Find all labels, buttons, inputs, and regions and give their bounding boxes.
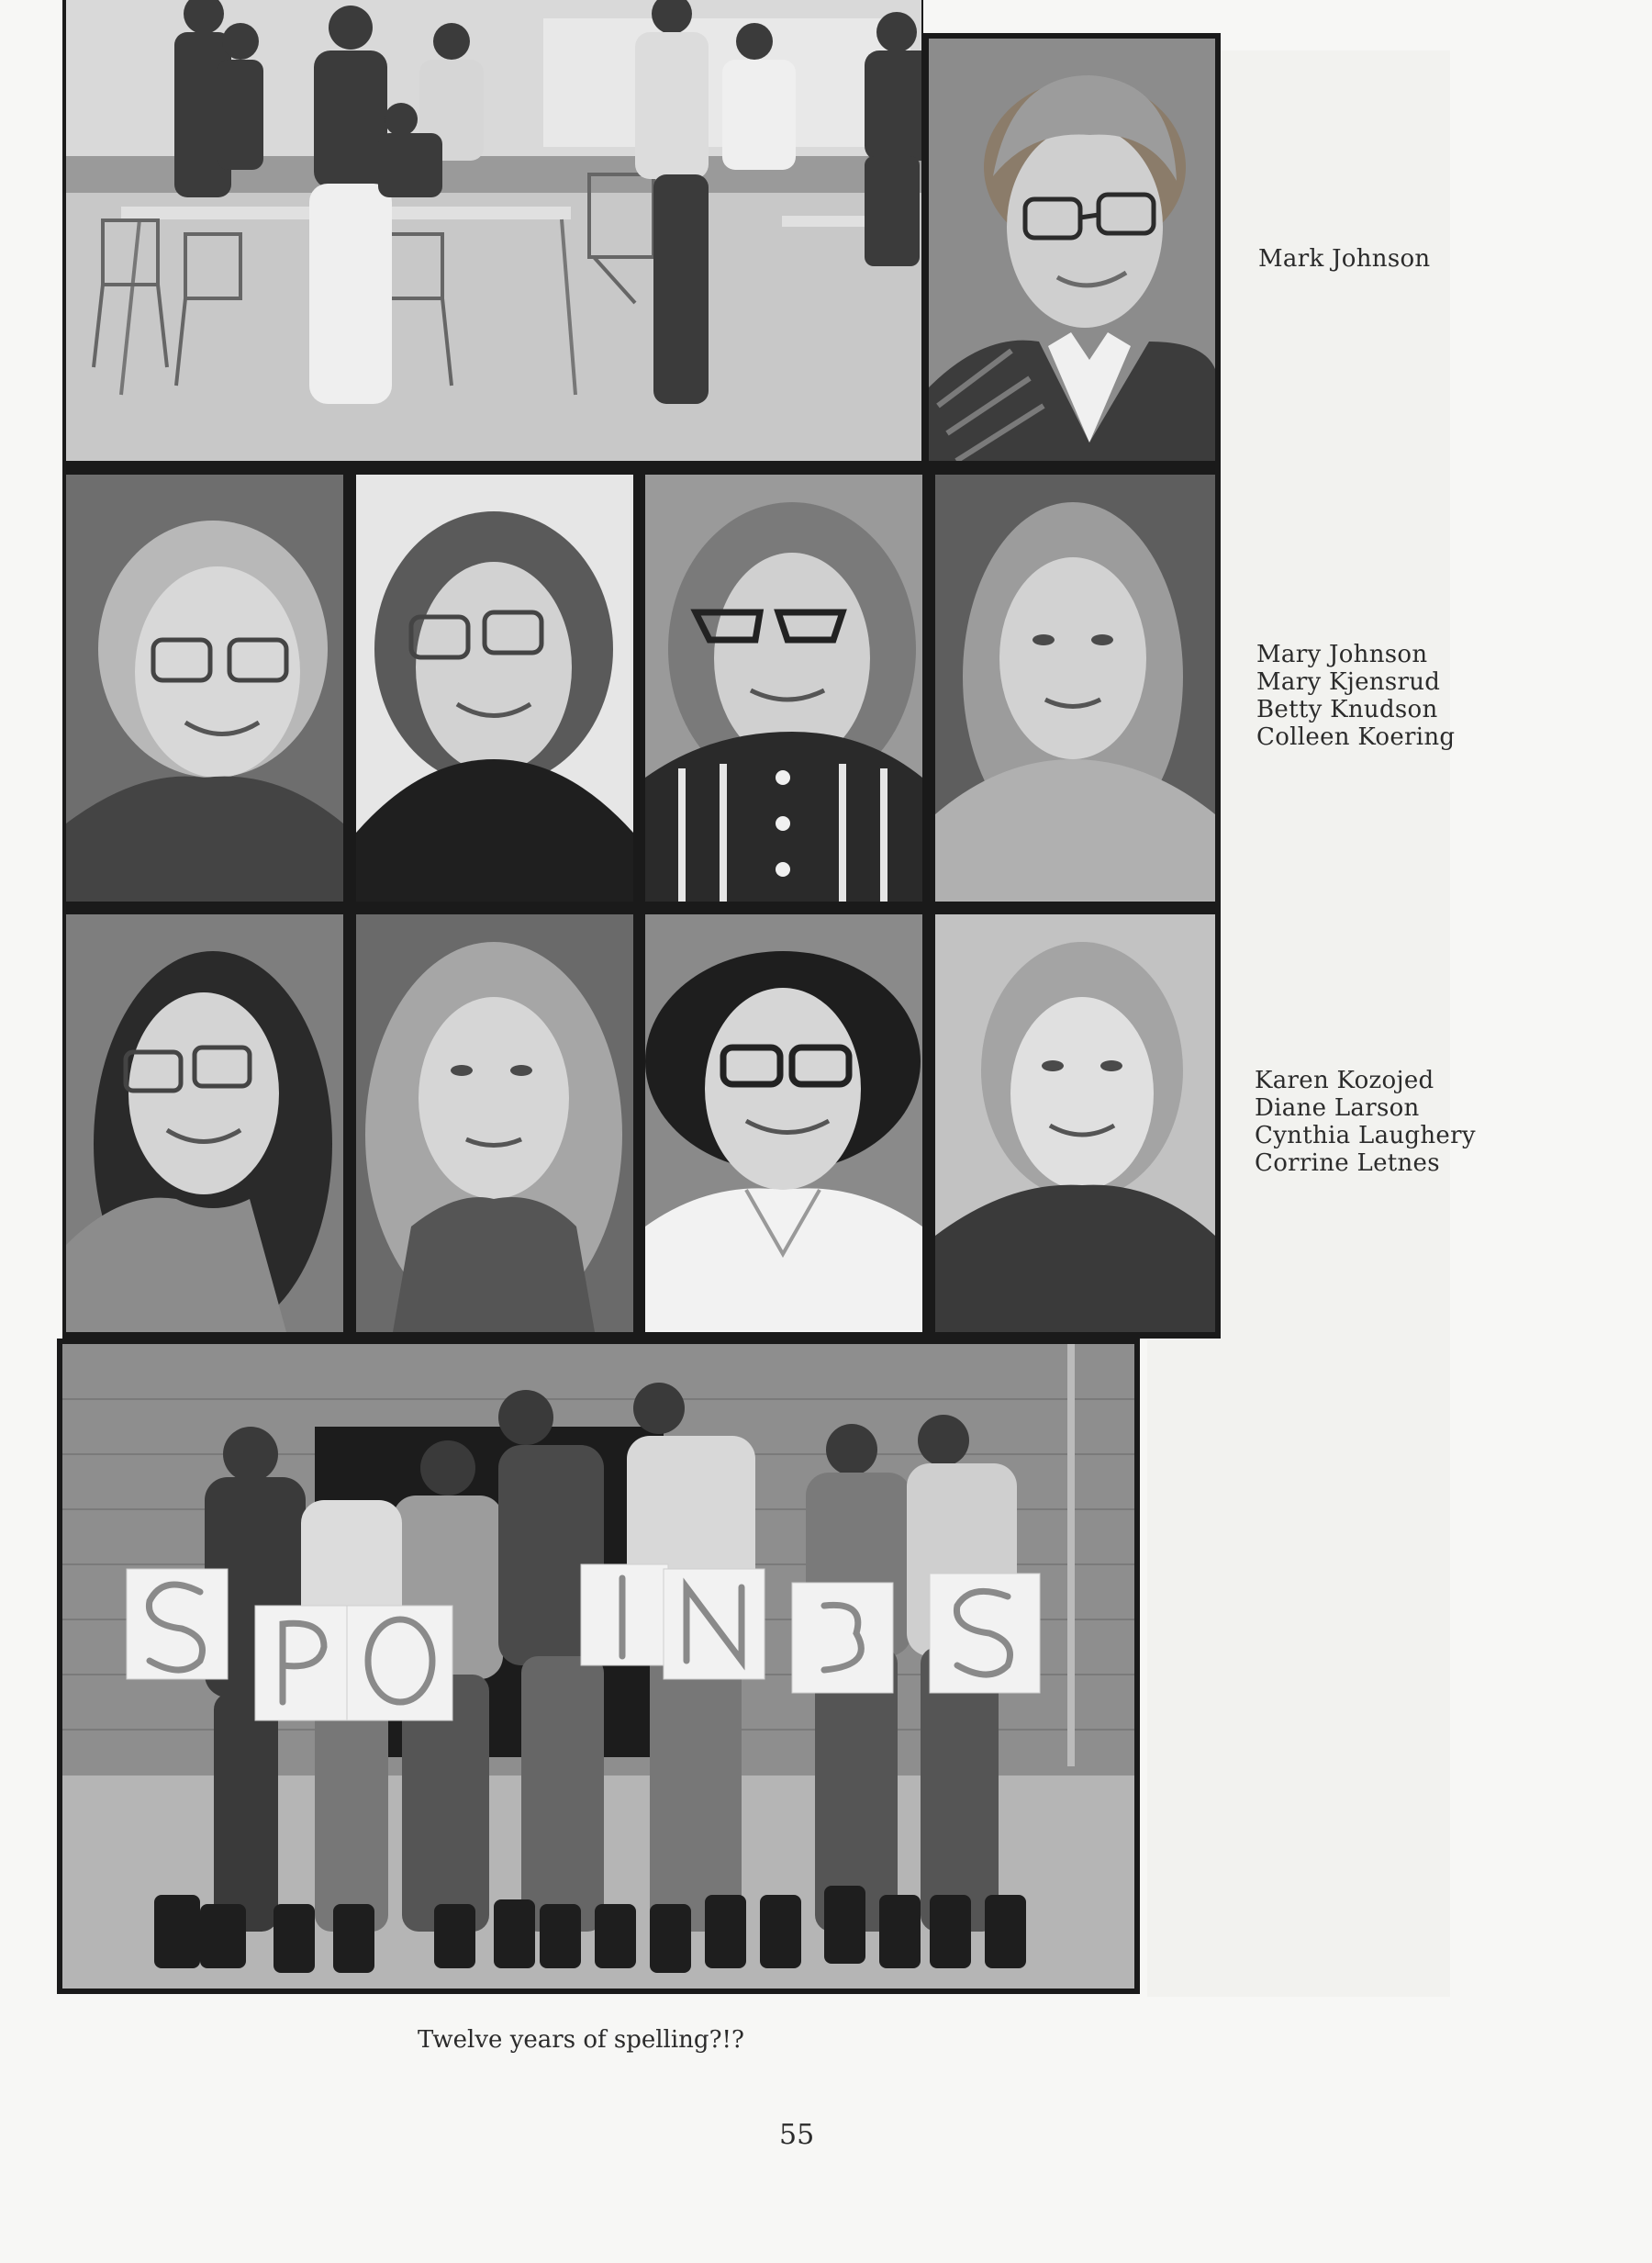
portrait-colleen-koering: [935, 475, 1215, 902]
page-number: 55: [779, 2119, 815, 2151]
caption-row-three: [1255, 1067, 1476, 1177]
caption-name: Betty Knudson: [1256, 696, 1438, 723]
caption-name: Diane Larson: [1255, 1094, 1420, 1122]
portrait-karen-kozojed: [66, 914, 343, 1332]
portrait-betty-knudson: [645, 475, 922, 902]
caption-name: Colleen Koering: [1256, 723, 1456, 751]
portrait-corrine-letnes: [935, 914, 1215, 1332]
classroom-photo: [66, 0, 921, 461]
caption-name: Corrine Letnes: [1255, 1149, 1440, 1177]
seniors-spelling-photo: [62, 1344, 1134, 1989]
caption-name: Karen Kozojed: [1255, 1067, 1434, 1094]
caption-name: Mary Kjensrud: [1256, 668, 1441, 696]
caption-name: Mary Johnson: [1256, 641, 1428, 668]
portrait-diane-larson: [356, 914, 633, 1332]
caption-name: Cynthia Laughery: [1255, 1122, 1476, 1149]
portrait-cynthia-laughery: [645, 914, 922, 1332]
portrait-mary-kjensrud: [356, 475, 633, 902]
portrait-mark-johnson: [929, 39, 1215, 461]
top-photo-background-mask: [923, 0, 1221, 33]
group-photo-caption: Twelve years of spelling?!?: [418, 2026, 744, 2054]
caption-top-right: [1258, 245, 1430, 273]
caption-row-two: [1256, 641, 1455, 751]
caption-name: Mark Johnson: [1258, 245, 1431, 273]
portrait-mary-johnson: [66, 475, 343, 902]
